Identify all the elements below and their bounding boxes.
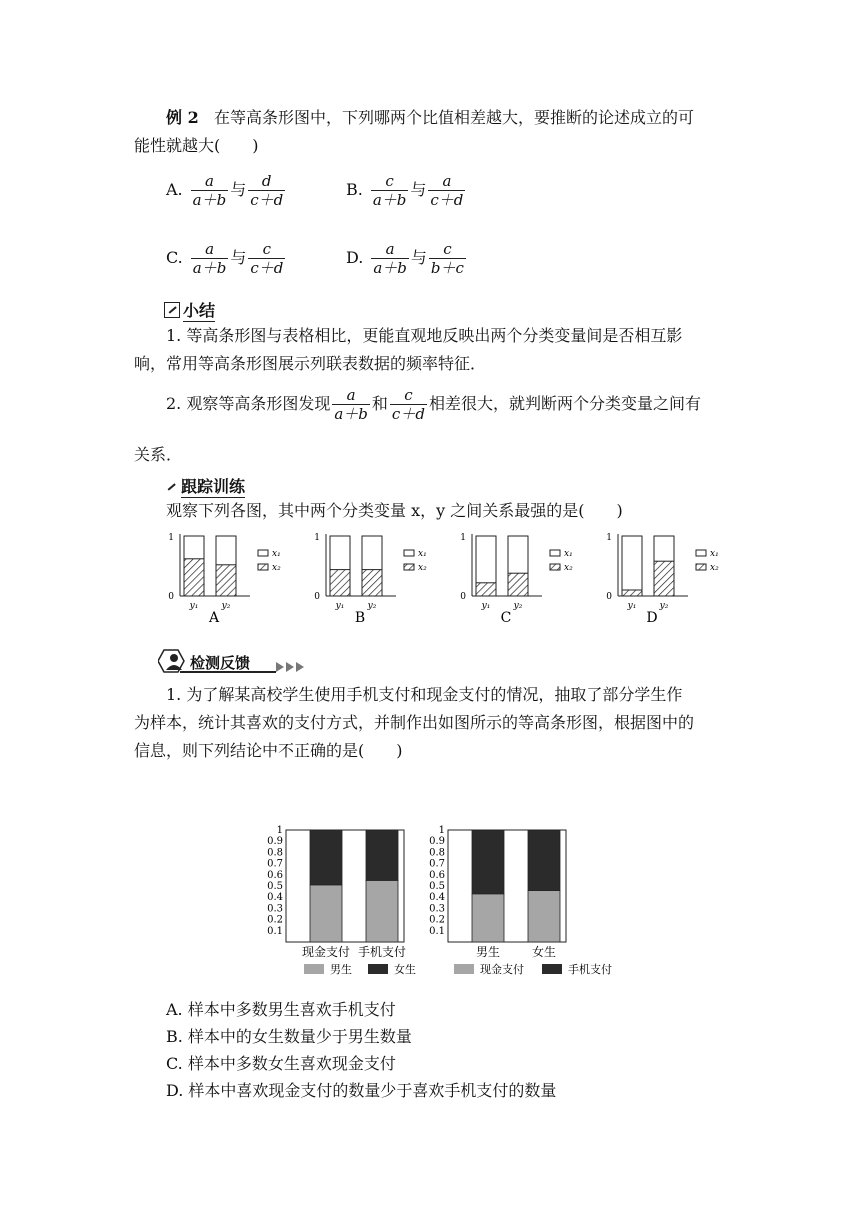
- mini-legend-x2-swatch: [258, 564, 268, 570]
- example-label: 例 2: [166, 108, 199, 127]
- summary-p2-line2: 关系．: [134, 445, 183, 464]
- summary-frac2: $\frac{c}{c+d}$: [391, 386, 425, 423]
- mini-legend-x2-swatch: [404, 564, 414, 570]
- summary-frac1: $\frac{a}{a+b}$: [334, 386, 368, 423]
- mini-chart-label: C: [500, 610, 512, 626]
- y-tick-label: 0.4: [429, 892, 445, 904]
- y-tick-label: 0.5: [267, 881, 283, 892]
- stack-bar-segment: [472, 830, 504, 894]
- option-b-frac2: $\frac{a}{c+d}$: [430, 172, 464, 209]
- option-b-label: B.: [346, 180, 363, 199]
- mini-legend-x1: x₁: [418, 549, 427, 559]
- summary-header: [164, 298, 215, 321]
- y-tick-label: 0.5: [429, 881, 445, 892]
- legend-label: 女生: [394, 963, 416, 976]
- mini-tick-bottom: 0: [314, 592, 320, 602]
- mini-xtick: y₂: [513, 601, 523, 611]
- option-a-conj: 与: [230, 180, 247, 199]
- y-tick-label: 0.9: [429, 836, 445, 848]
- feedback-q-line3: 信息，则下列结论中不正确的是( ): [134, 741, 403, 760]
- summary-p1-line2: 响，常用等高条形图展示列联表数据的频率特征．: [134, 354, 487, 373]
- mini-xtick: y₁: [627, 601, 637, 611]
- legend-swatch: [454, 964, 474, 974]
- mini-legend-x1: x₁: [272, 549, 281, 559]
- option-d: [346, 240, 468, 277]
- y-tick-label: 0.6: [429, 869, 445, 881]
- option-c-label: C.: [166, 248, 183, 267]
- stack-bar-segment: [310, 830, 342, 885]
- legend-label: 现金支付: [480, 963, 524, 976]
- example-question-text: 在等高条形图中，下列哪两个比值相差越大，要推断的论述成立的可: [213, 108, 694, 127]
- option-b-frac1: $\frac{c}{a+b}$: [372, 172, 407, 209]
- mini-xtick: y₁: [481, 601, 491, 611]
- mini-legend-x2: x₂: [272, 563, 281, 573]
- option-a: [166, 172, 287, 209]
- mini-bar-x2: [184, 559, 204, 596]
- y-tick-label: 0.7: [429, 858, 445, 870]
- summary-p2-line1: 2. 观察等高条形图发现 $\frac{a}{a+b}$ 和 $\frac{c}{c+d}$ 相差很大，就判断两个分类变量之间有: [166, 386, 701, 423]
- option-d-conj: 与: [410, 248, 427, 267]
- stack-bar-segment: [528, 890, 560, 942]
- mini-xtick: y₂: [221, 601, 231, 611]
- mini-xtick: y₂: [367, 601, 377, 611]
- feedback-title: 检测反馈: [190, 654, 251, 672]
- answer-a: A. 样本中多数男生喜欢手机支付: [166, 1000, 396, 1019]
- y-tick-label: 0.1: [267, 925, 283, 937]
- y-tick-label: 0.8: [267, 847, 283, 859]
- option-d-label: D.: [346, 248, 364, 267]
- mini-tick-bottom: 0: [168, 592, 174, 602]
- person-icon: [170, 654, 178, 662]
- stack-bar-segment: [310, 885, 342, 942]
- legend-swatch: [368, 964, 388, 974]
- option-c-conj: 与: [230, 248, 247, 267]
- mini-legend-x1-swatch: [404, 550, 414, 556]
- mini-bar-x2: [476, 583, 496, 596]
- y-tick-label: 0.7: [267, 858, 283, 870]
- y-tick-label: 0.3: [429, 903, 445, 915]
- feedback-q-line1: 1. 为了解某高校学生使用手机支付和现金支付的情况，抽取了部分学生作: [166, 685, 683, 704]
- mini-bar-x2: [508, 573, 528, 596]
- mini-xtick: y₂: [659, 601, 669, 611]
- mini-legend-x1-swatch: [258, 550, 268, 556]
- example-question-line1: [166, 108, 694, 128]
- answer-c: C. 样本中多数女生喜欢现金支付: [166, 1054, 396, 1073]
- practice-header: [164, 474, 245, 497]
- stack-bar-segment: [366, 830, 398, 880]
- x-tick-label: 现金支付: [301, 945, 351, 959]
- mini-legend-x2-swatch: [550, 564, 560, 570]
- feedback-q-line2: 为样本，统计其喜欢的支付方式，并制作出如图所示的等高条形图，根据图中的: [134, 713, 695, 732]
- stack-bar-segment: [472, 894, 504, 942]
- mini-legend-x2: x₂: [710, 563, 719, 573]
- y-tick-label: 0.9: [267, 836, 283, 848]
- option-d-frac2: $\frac{c}{b+c}$: [430, 240, 464, 277]
- option-b-conj: 与: [410, 180, 427, 199]
- x-tick-label: 女生: [531, 945, 557, 959]
- summary-p1-line1: 1. 等高条形图与表格相比，更能直观地反映出两个分类变量间是否相互影: [166, 326, 683, 345]
- answer-d: D. 样本中喜欢现金支付的数量少于喜欢手机支付的数量: [166, 1081, 557, 1100]
- y-tick-label: 0.6: [267, 869, 283, 881]
- y-tick-label: 1: [276, 825, 283, 836]
- mini-bar-x1: [622, 536, 642, 596]
- option-a-frac1: $\frac{a}{a+b}$: [192, 172, 227, 209]
- mini-legend-x2: x₂: [564, 563, 573, 573]
- practice-charts: [160, 528, 760, 630]
- x-tick-label: 手机支付: [357, 945, 407, 959]
- mini-tick-bottom: 0: [606, 592, 612, 602]
- y-tick-label: 0.1: [429, 925, 445, 937]
- mini-bar-x2: [330, 570, 350, 596]
- option-c-frac1: $\frac{a}{a+b}$: [192, 240, 227, 277]
- option-a-label: A.: [166, 180, 183, 199]
- mini-tick-top: 1: [606, 533, 612, 543]
- y-tick-label: 0.2: [429, 914, 445, 926]
- mini-tick-bottom: 0: [460, 592, 466, 602]
- y-tick-label: 1: [438, 825, 445, 836]
- example-question-line2: 能性就越大( ): [134, 136, 259, 155]
- mini-legend-x2: x₂: [418, 563, 427, 573]
- feedback-header: [158, 646, 328, 680]
- mini-legend-x1-swatch: [550, 550, 560, 556]
- mini-legend-x1: x₁: [710, 549, 719, 559]
- option-c-frac2: $\frac{c}{c+d}$: [250, 240, 284, 277]
- mini-bar-x2: [362, 570, 382, 596]
- legend-label: 手机支付: [568, 963, 612, 976]
- answer-b: B. 样本中的女生数量少于男生数量: [166, 1027, 412, 1046]
- y-tick-label: 0.4: [267, 892, 283, 904]
- mini-xtick: y₁: [189, 601, 199, 611]
- feedback-charts: [256, 820, 646, 992]
- mini-bar-x2: [622, 590, 642, 596]
- mini-bar-x2: [216, 565, 236, 596]
- mini-legend-x1: x₁: [564, 549, 573, 559]
- stack-bar-segment: [366, 880, 398, 942]
- y-tick-label: 0.3: [267, 903, 283, 915]
- y-tick-label: 0.2: [267, 914, 283, 926]
- mini-chart-label: D: [646, 610, 658, 626]
- option-c: [166, 240, 287, 277]
- practice-title: 跟踪训练: [181, 477, 246, 496]
- mini-bar-x2: [654, 561, 674, 596]
- x-tick-label: 男生: [475, 945, 501, 959]
- mini-xtick: y₁: [335, 601, 345, 611]
- mini-legend-x2-swatch: [696, 564, 706, 570]
- pen-icon: [164, 480, 178, 494]
- legend-swatch: [304, 964, 324, 974]
- y-tick-label: 0.8: [429, 847, 445, 859]
- legend-swatch: [542, 964, 562, 974]
- mini-tick-top: 1: [314, 533, 320, 543]
- pencil-note-icon: [164, 302, 180, 318]
- mini-tick-top: 1: [460, 533, 466, 543]
- mini-chart-label: B: [354, 610, 366, 626]
- legend-label: 男生: [330, 963, 352, 976]
- option-d-frac1: $\frac{a}{a+b}$: [373, 240, 407, 277]
- mini-chart-label: A: [208, 610, 220, 626]
- mini-legend-x1-swatch: [696, 550, 706, 556]
- option-a-frac2: $\frac{d}{c+d}$: [250, 172, 284, 209]
- stack-bar-segment: [528, 830, 560, 890]
- practice-question: 观察下列各图，其中两个分类变量 x，y 之间关系最强的是( ): [166, 501, 623, 520]
- summary-title: 小结: [183, 301, 216, 320]
- option-b: [346, 172, 467, 209]
- mini-tick-top: 1: [168, 533, 174, 543]
